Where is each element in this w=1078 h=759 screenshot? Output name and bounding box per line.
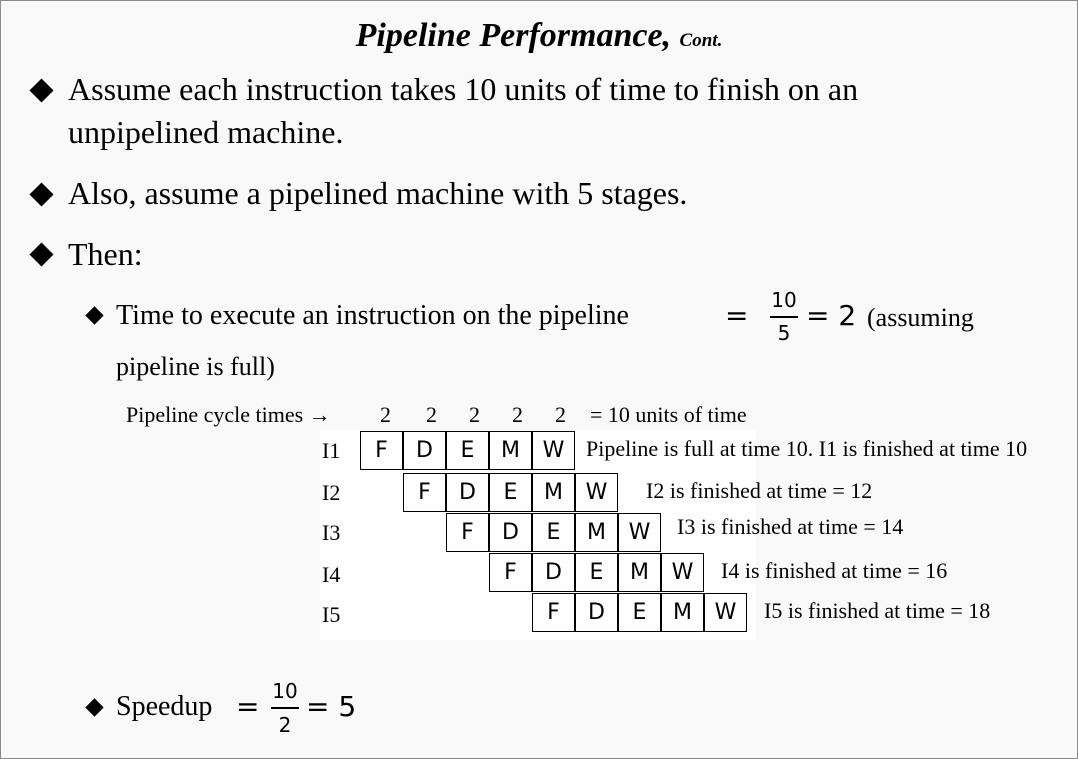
stage-cell: F [532,593,575,632]
sub-bullet-1-equals: = [725,299,749,332]
row-label: I4 [322,562,341,587]
stage-cell: M [661,593,704,632]
stage-cell: F [489,553,532,592]
row-label: I1 [322,438,341,463]
stage-cell: E [489,473,532,512]
cycle-time: 2 [469,402,480,427]
fraction-bar [770,316,798,318]
stage-cell: W [661,553,704,592]
stage-cell: W [532,431,575,470]
bullet-3: Then: [68,236,143,272]
fraction-denominator: 5 [777,321,791,345]
stage-cell: E [575,553,618,592]
stage-cell: D [489,513,532,552]
stage-cell: E [532,513,575,552]
cycle-time: 2 [512,402,523,427]
stage-cell: W [704,593,747,632]
sub-bullet-1-result: = 2 [806,299,857,332]
row-note: I2 is finished at time = 12 [646,478,873,503]
row-note: I4 is finished at time = 16 [721,558,948,583]
stage-cell: D [403,431,446,470]
stage-cell: M [489,431,532,470]
title-suffix: Cont. [679,30,723,51]
fraction-denominator: 2 [278,713,292,737]
stage-cell: E [618,593,661,632]
slide-title [0,14,1078,63]
stage-cell: W [618,513,661,552]
row-label: I3 [322,520,341,545]
cycle-time: 2 [426,402,437,427]
cycle-time: 2 [555,402,566,427]
stage-cell: M [575,513,618,552]
sub-bullet-1-suffix: (assuming [867,303,974,332]
cycle-time: 2 [380,402,391,427]
speedup-label: Speedup [116,691,213,722]
stage-cell: W [575,473,618,512]
bullet-1 [68,68,858,154]
cycle-times-label: Pipeline cycle times → [126,402,331,427]
speedup-result: = 5 [306,690,357,723]
bullet-1-line2: unpipelined machine. [68,114,344,150]
row-label: I5 [322,602,341,627]
speedup-equals: = [236,690,260,723]
stage-cell: D [575,593,618,632]
fraction-bar [271,707,299,709]
stage-cell: F [446,513,489,552]
sub-bullet-1-line2: pipeline is full) [116,352,275,381]
stage-cell: M [532,473,575,512]
row-label: I2 [322,480,341,505]
fraction-numerator: 10 [771,288,797,312]
row-note: I5 is finished at time = 18 [764,598,991,623]
fraction-numerator: 10 [272,679,298,703]
stage-cell: M [618,553,661,592]
cycle-total: = 10 units of time [590,402,747,427]
row-note: I3 is finished at time = 14 [677,514,904,539]
stage-cell: F [360,431,403,470]
stage-cell: E [446,431,489,470]
stage-cell: D [532,553,575,592]
sub-bullet-1-text: Time to execute an instruction on the pipeline [116,300,629,331]
stage-cell: D [446,473,489,512]
stage-cell: F [403,473,446,512]
bullet-2: Also, assume a pipelined machine with 5 stages. [68,175,688,211]
row-note: Pipeline is full at time 10. I1 is finished at time 10 [586,436,1028,461]
title-text: Pipeline Performance, [355,17,672,54]
bullet-1-line1: Assume each instruction takes 10 units of time to finish on an [68,71,859,107]
